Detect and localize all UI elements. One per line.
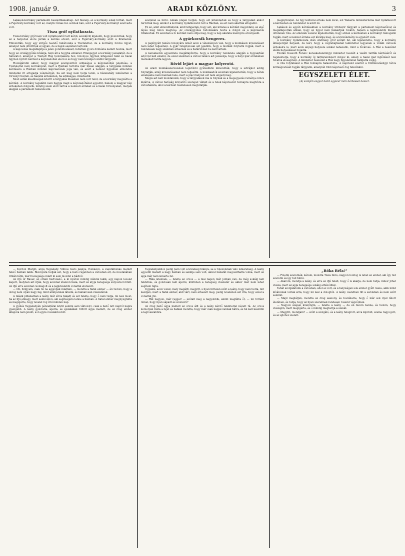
paragraph: szemmel se bírni. Annak idején tudjuk, hogy ezt kirendezték és hogy a tárgyalást akkor tartották meg, amikor a kormány nyilatkozatot tett a Házban, és ezt nem akarták elfogadni. xyxy=(141,19,264,26)
paragraph: Az aradi munkásszervezetek legutóbbi gyűlésükön kimondták, hogy a sztrájkot addig folytatják, amíg követeléseiket nem teljesítik. A munkaadók azonban kijelentették, hogy a bérek emelésébe nem mennek bele, mert a piaci helyzet ezt nem engedi meg. xyxy=(141,67,264,78)
column-divider xyxy=(137,19,138,258)
column-divider xyxy=(269,268,270,548)
header-rule xyxy=(9,15,396,16)
section-title: A gyárkocsik hengeres. xyxy=(179,36,226,41)
feuilleton-separator-thin xyxy=(9,265,396,266)
paragraph: — Hála istennek, — felelte az orvos — a mai napon már jobban van, de még sokáig kell feküdnie, és gondosan kell ápolni, különben a betegség visszatér és akkor már nem lehet segíteni rajta. xyxy=(141,278,264,288)
paragraph: A másik pillanatban a leány már sírva fakadt és azt felelte, hogy ő nem tudja, mi lesz most, ha az ifjú elmegy, mert senki sincs, aki segítségére lenne a házban. A fiatal ember megnyugtatta és megígérte, hogy levelet fog írni minden nap. xyxy=(9,294,132,305)
column-2-bottom xyxy=(141,268,264,548)
section-title: Rövid lejárt a magyar kolyerotó. xyxy=(170,62,235,67)
paragraph: Tegzelabyékhoz pedig nem volt a közelség hiánya, se a rokonoknak való ismeretség. A leány egyedül maradt a nagy házban és senkije sem volt, akivel bánatát megoszthatta volna, mert az apja már nem ismerte fel. xyxy=(141,268,264,278)
paragraph: A kapcsolás megállapítja a jelen gondolkozásait, feltétlen gyors döntésbe kellett hoznia, mert hogy az országgyűlés kívánja, fenn áll a hogyha elmarad. Ellenjegyzi a kormány javaslatát, de a hálózatot, amelyet a Tisztelt Ház tudomására hoz, bizonyos ügyben kifejezést talál és hazai ügyben nyitott kérdést a képviselőház elé hoz és hogy nem kívánja további tárgyalni. xyxy=(9,48,132,62)
column-divider xyxy=(137,268,138,548)
page-number: 3 xyxy=(391,5,396,13)
paragraph: — Fizetni szeretnék, kérem, mondta Tisza Imre, nagyon boldog is lehet az ember, aki így tud szeretni és így tud hinni. xyxy=(273,273,396,281)
paragraph: — Hát nagyon, már reggel! — szólalt meg a nagyobbik, amint meglátta őt, — mi történt önnel, hogy ilyen sápadt és szomorú? xyxy=(141,298,264,305)
newspaper-title: ARADI KÖZLÖNY. xyxy=(167,5,238,13)
paragraph: Mégis azt kell mondanunk, hogy a tárgyalások ma is folynak és a megegyezés reménye nincs kizárva. A városi hatóság közvetítő szerepet vállalt és a felek képviselőit holnapra meghívta a városházára, ahol a kérdést részletesen megvitatják. xyxy=(141,77,264,88)
column-3-bottom xyxy=(273,268,396,548)
paragraph: Az öreg festő ágya mellett az orvos állt és a leány kérdő tekintettel nézett rá. Az orvos komolyan rázta a fejét és halkan mondta, hogy már csak napjai vannak hátra, és fel kell készülni a legrosszabbra. xyxy=(141,304,264,315)
paragraph: — Oh, hölgyem, csak ön ne aggódjék miattam, — mondta a fiatal ember — én tudom, hogy a dolog nem olyan nagy baj, mint amilyennek látszik, és hamarosan visszatérek. xyxy=(9,288,132,295)
column-2-top xyxy=(141,19,264,258)
feuilleton-separator xyxy=(9,262,396,263)
column-divider xyxy=(269,19,270,258)
paragraph: Most aztán kisebbségek között a tárgyalás ülésében nem volt rend, de a kormány megvédte a kérdést. A kormány legalább nem hagyja majd a képviselőházat egyedül, hanem a magyar nép érdekében dolgozik, mindig szem előtt tartva a nemzeti érdeket és a hazai törvényeket, melyek alapján a parlament tanácskozik. xyxy=(9,78,132,92)
paragraph: Az ifjú úr Bauer, az ottani tisztviselő, a ki nyáron mindig nálunk lakik, egy napon levelet kapott, melyben azt írják, hogy azonnal utazzon haza, mert az atyja betegsége súlyosra fordult. Az ifjú erre azonnal csomagolt és a legközelebbi vonattal elutazott. xyxy=(9,278,132,288)
story-title: „Rőka Béla!” xyxy=(321,268,348,273)
paragraph: Ez az, amit elmondhatunk, amit kifejeztek, hogy azt, aki köteles a kérdést megoldani, az első lépés még nincs megtéve. Az országgyűlés tudomására hozta a dolgot és a képviselők tiltakoztak. Ez azonban a fő kérdést nem oldja meg, hogy a nép akarata mennyire érvényesül. xyxy=(141,25,264,36)
paragraph: — Nagyon szépen köszönöm, — felelte a leány — de én bízom benne, és tudom, hogy visszajön, mert megígérte, és ő mindig megtartja a szavát. xyxy=(273,303,396,311)
paragraph: Ezután Kossuth Ferenc kereskedelemügyi miniszter beszélt a vasúti tarifák kérdéséről és bejelentette, hogy a kormány új tarifarendszert dolgoz ki, amely a hazai ipar fejlődését lesz hivatva elősegíteni. A miniszter beszédét a Ház nagy figyelemmel hallgatta végig. xyxy=(273,52,396,63)
column-1-top xyxy=(9,19,132,258)
issue-date: 1908. január 9. xyxy=(9,5,60,13)
feuilleton-title: EGYSZELETI ÉLET. xyxy=(298,72,371,80)
page-header xyxy=(9,4,396,14)
paragraph: Lakások-kormány parlamenti beszédükaiekben. Azt hiszem, ez a kormány sokat bírhat, mert a Fejérváry-kormány volt az, melyik rómas fel- sőbbek ban, sőbt a Fejérváry-kormányt szervezte volt. xyxy=(9,19,132,29)
paragraph: Tehát szolgálatunk a városban, ahol ez volt, és a helyiségen sok ember gyűlt össze, akik mind kíváncsiak voltak arra, hogy mi lesz a dologból. A leány csendben ült a sarokban és nem szólt semmit. xyxy=(273,287,396,297)
paragraph: Lakások és egyéb kérdésekben a kormány többször tárgyalt a parlament képviselőivel és megállapodtak abban, hogy az ügyet nem halasztják tovább, hanem a legközelebbi ülésen döntenek róla. Az ellenzék vezérei kijelentették, hogy ebben a kérdésben a kormányt támogatni fogják, mert a nemzet érdeke ezt kívánja meg, és a közvélemény is egyetért vele. xyxy=(273,25,396,39)
paragraph: A vita folytatását a Ház holnapra halasztotta. A napirend szerint a földmívelésügyi tárca költségvetését fogják tárgyalni, amelynél több képviselő fog felszólalni. xyxy=(273,62,396,69)
column-3-top xyxy=(273,19,396,258)
paragraph: — Majd meglátjuk, mondta az öreg asszony, és hozzátette, hogy ő már sok ilyet látott életében, és tudja, hogy az ilyen szerelmek rendesen rosszul végződnek. xyxy=(273,297,396,304)
paragraph: — Akarom, mondja a leány, és erre az ifjú felelt, hogy ő is akarja, de nem tudja, mikor jöhet vissza, mert az apja betegsége sokáig elhúzódhat. xyxy=(273,280,396,287)
section-title: Tisza gróf nyilatkozata. xyxy=(47,29,94,34)
feuilleton-subtitle: (A) szekjén esgyur kelet egyszer nem kézhessal beszer. xyxy=(299,79,370,83)
paragraph: — Kordon Margit, anya Tegzelaby Vilmos festő leánya, Pomázon, a vasútállomás mellett fekvő házban lakik. Bizonyára tudják azt, hogy a festő régebben a városban élt, de mostanában ritkán látni, mert betegsége miatt ki sem mozdul a házból. xyxy=(9,268,132,278)
column-1-bottom xyxy=(9,268,132,548)
paragraph: A gyűlés Tegzelabyék pénzeltárai közül semmi sem változott, csak a festő lett napról napra gyengébb. A leány gondozta, ápolta, és éjszakákat töltött ágya mellett, de az öreg ember állapota nem javult, sőt egyre rosszabbodott. xyxy=(9,304,132,315)
paragraph: A kormány nyilatkozata után Andrássy gróf szólalt fel, aki kijelentette, hogy a kormány álláspontját helyesli, de kéri, hogy a végrehajtásnál tekintettel legyenek a vidéki városok érdekeire is, mert azok anyagi helyzete sokkal nehezebb, mint a fővárosé. A Ház a beszédet élénk helyesléssel fogadta. xyxy=(273,39,396,53)
paragraph: — Megjött, mondjam? — szólt a szolgáló, és a leány felugrott, arca kipirult, szeme ragyogott, és az ajtóhoz sietett. xyxy=(273,310,396,317)
paragraph: megnyilvánul. Az ügy kultúrai értéke nem kicsi, sőt Wekerle minisztériuma már nyilatkozott a kérdésben és rendeletet is adott ki. xyxy=(273,19,396,26)
paragraph: A kereskedők egyesülete megállapította, hogy a kormány rendelete alapján a fogyasztási adót fel kell emelni, de ezzel szemben a városi tanács azt javasolja, hogy a helyi ipar érdekében mérsékelt tarifa legyen. xyxy=(141,51,264,62)
paragraph: Tisza Istvány gróf nem volt nyilatkozatót tett kérdi, azonkívül kijelenti, hogy mondottak, hogy az a helyeivel előre jártak a kérdés elvont, szól a Fejérváry-kormány előtt a Kramerek. Elmondták, hogy egy sürgős teendő határozata a Tisztelettel, de a kormány fontos ügyet, amelyet nem döntöttek el ugyan, de a bajok esetében tartozik. xyxy=(9,34,132,48)
paragraph: Ugyanis, azon vonat, mely megállt, megjött, s ilyen hirtelen szólt a leány, hogy nem tudta, mit kezdjen, mert a fiatal ember, akit várt, nem érkezett meg, pedig levelében azt írta, hogy ezzel a vonattal jön. xyxy=(141,288,264,298)
paragraph: A papírgyári tanács bizonyára ismét azon a véleményen van, hogy a munkások követeléseit nem lehet teljesíteni. A gyár tulajdonosai azt jelentik, hogy a munkát folytatni fogják, mert a rendelések nagy számban érkeznek és a határidőket be kell tartani. xyxy=(141,41,264,52)
paragraph: Hozzájárulni akkor, hogy magyar szempontból szükséges a képviselőház jelentése, a Tisztelettel nem kormányzat, mert a Házban tartotta már ülései alapján, a tárgyalás minden kérdésére a Házban minden képviselőnek joga van, és ezért a nemzet ügyeiben elmondva mindenki itt elfogadja véleményét, ha azt meg nem tudja tenni, a házszabály ismételten a törvényt tiszteli, és hazánk érdekében, ha szükséges, intézkedik. xyxy=(9,61,132,78)
